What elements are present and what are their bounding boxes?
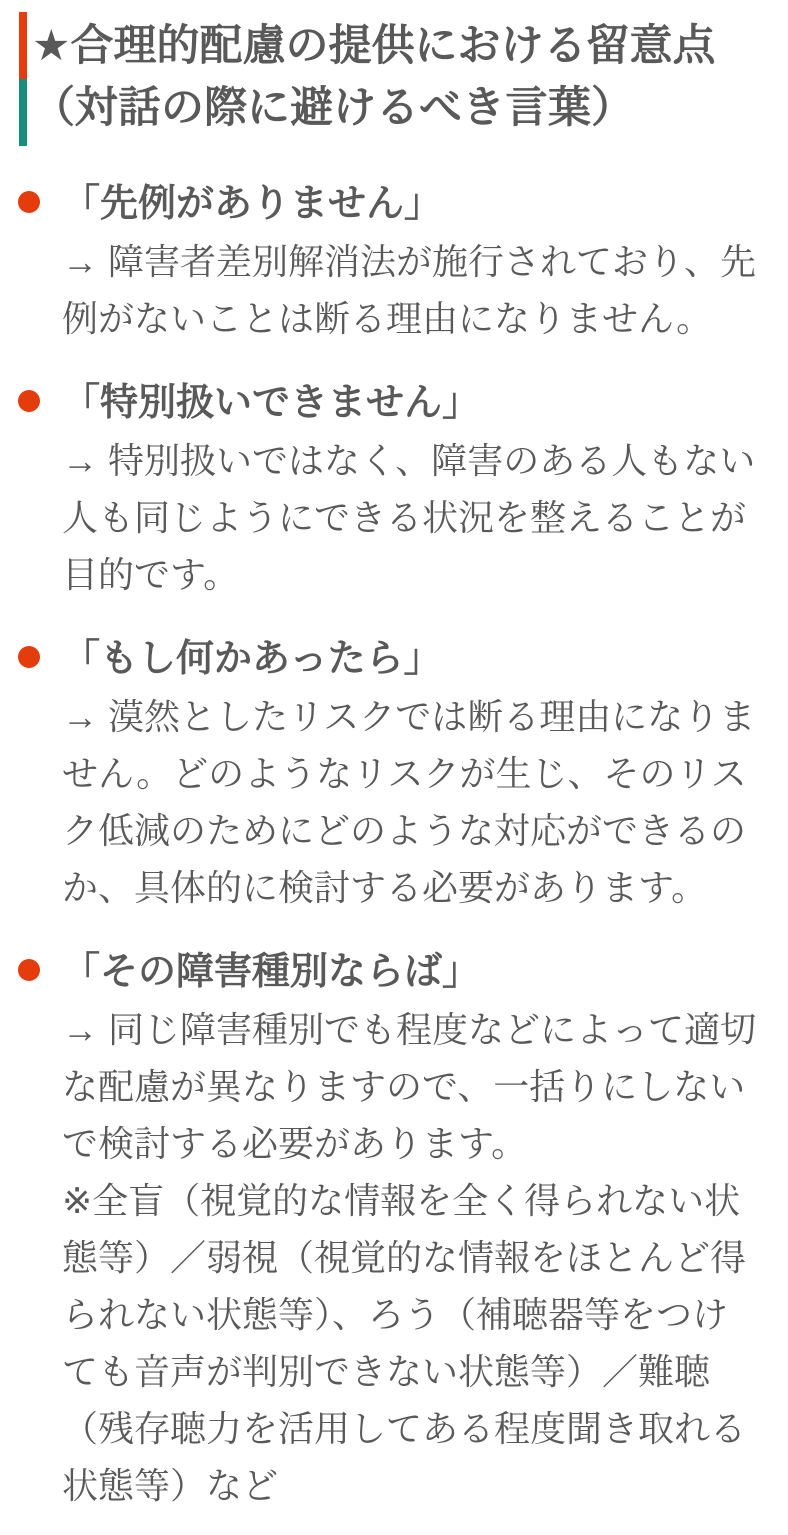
explanation: → 障害者差別解消法が施行されており、先例がないことは断る理由になりません。: [62, 241, 757, 339]
explanation: → 同じ障害種別でも程度などによって適切な配慮が異なりますので、一括りにしないで検討する必要があります。: [62, 1009, 757, 1164]
bullet-dot-icon: [18, 646, 40, 668]
explanation: → 特別扱いではなく、障害のある人もない人も同じようにできる状況を整えることが目的です。: [62, 440, 756, 595]
list-item: [0, 631, 788, 916]
avoid-phrase: 「特別扱いできません」: [62, 382, 481, 424]
explanation: → 漠然としたリスクでは断る理由になりません。どのようなリスクが生じ、そのリスク低減のためにどのような対応ができるのか、具体的に検討する必要があります。: [62, 696, 756, 908]
accent-bar-red-segment: [19, 12, 27, 79]
avoid-phrase: 「もし何かあったら」: [62, 638, 442, 680]
points-list: [0, 176, 788, 1514]
accent-bar-teal-segment: [19, 79, 27, 146]
point-body: [62, 176, 760, 347]
list-item: [0, 375, 788, 603]
page-title-line-2: （対話の際に避けるべき言葉）: [32, 84, 634, 132]
list-item: [0, 944, 788, 1514]
bullet-dot-icon: [18, 191, 40, 213]
point-body: [62, 375, 760, 603]
point-body: [62, 944, 760, 1514]
avoid-phrase: 「先例がありません」: [62, 183, 443, 225]
bullet-dot-icon: [18, 390, 40, 412]
page-title: [32, 12, 716, 139]
point-body: [62, 631, 760, 916]
list-item: [0, 176, 788, 347]
header: [0, 0, 788, 146]
bullet-dot-icon: [18, 959, 40, 981]
accent-bar: [19, 12, 27, 146]
avoid-phrase: 「その障害種別ならば」: [62, 951, 481, 993]
supplementary-note: ※全盲（視覚的な情報を全く得られない状態等）／弱視（視覚的な情報をほとんど得られない状態等）、ろう（補聴器等をつけても音声が判別できない状態等）／難聴（残存聴力を活用してある程度聞き取れる状態等）など: [62, 1180, 747, 1506]
page-title-line-1: ★合理的配慮の提供における留意点: [32, 22, 716, 70]
